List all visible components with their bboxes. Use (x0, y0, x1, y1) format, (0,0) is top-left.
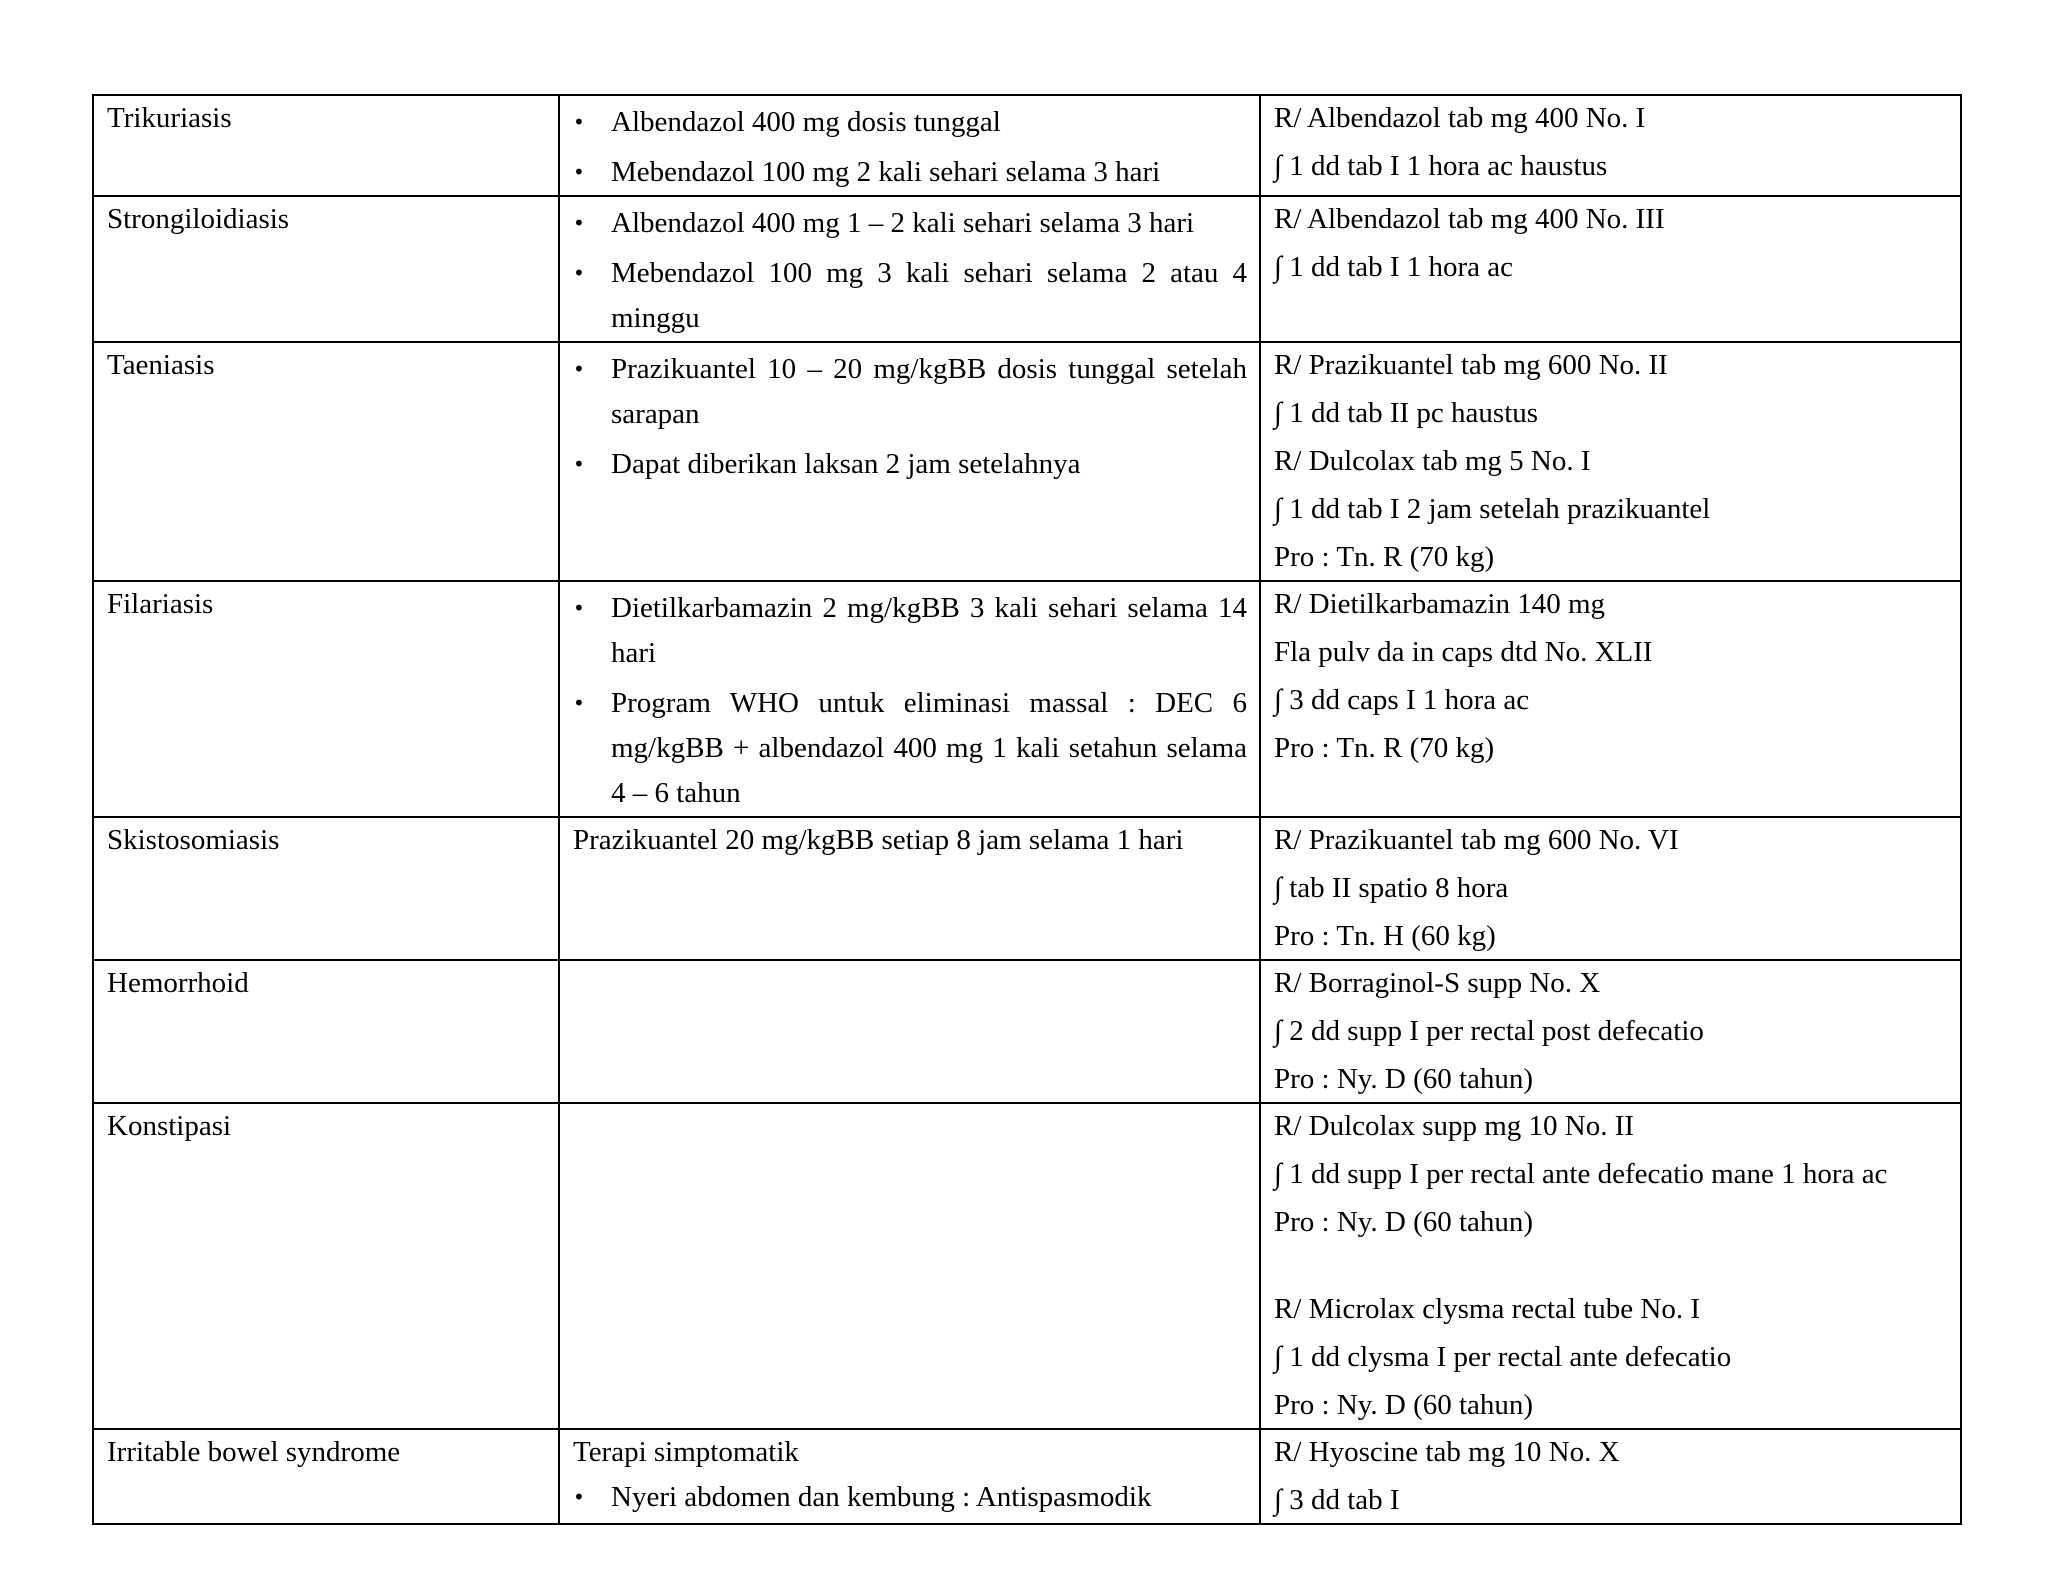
prescription-line: Pro : Ny. D (60 tahun) (1274, 1063, 1534, 1095)
therapy-item (573, 150, 1247, 195)
therapy-list (573, 586, 1247, 816)
prescription-line: Pro : Tn. R (70 kg) (1274, 732, 1495, 764)
bullet-icon: • (573, 1485, 585, 1509)
prescription-line: ∫ 1 dd tab I 1 hora ac (1274, 251, 1514, 283)
therapy-item-text: Dietilkarbamazin 2 mg/kgBB 3 kali sehari selama 14 hari (611, 592, 1247, 669)
prescription-line: R/ Borraginol-S supp No. X (1274, 967, 1601, 999)
table-row (93, 95, 1961, 196)
therapy-item (573, 586, 1247, 676)
therapy-item (573, 347, 1247, 437)
therapy-item (573, 442, 1247, 487)
disease-cell (93, 342, 559, 581)
prescription-line: ∫ 2 dd supp I per rectal post defecatio (1274, 1015, 1704, 1047)
bullet-icon: • (573, 452, 585, 476)
prescription-line: R/ Prazikuantel tab mg 600 No. II (1274, 349, 1668, 381)
therapy-item-text: Mebendazol 100 mg 2 kali sehari selama 3 hari (611, 156, 1161, 188)
bullet-icon: • (573, 110, 585, 134)
table-row (93, 1429, 1961, 1524)
disease-name: Strongiloidiasis (107, 203, 290, 235)
prescription-line: ∫ 3 dd caps I 1 hora ac (1274, 684, 1530, 716)
therapy-item (573, 251, 1247, 341)
bullet-icon: • (573, 357, 585, 381)
disease-name: Hemorrhoid (107, 967, 249, 999)
table-row (93, 1103, 1961, 1429)
therapy-item-text: Dapat diberikan laksan 2 jam setelahnya (611, 448, 1081, 480)
therapy-item (573, 681, 1247, 816)
prescription-line: R/ Dulcolax supp mg 10 No. II (1274, 1110, 1635, 1142)
disease-name: Taeniasis (107, 349, 215, 381)
disease-name: Irritable bowel syndrome (107, 1436, 401, 1468)
prescription-cell (1260, 817, 1961, 960)
prescription-cell (1260, 342, 1961, 581)
therapy-list (573, 201, 1247, 341)
prescription-cell (1260, 960, 1961, 1103)
prescription-line: ∫ 1 dd tab I 1 hora ac haustus (1274, 150, 1608, 182)
disease-cell (93, 95, 559, 196)
prescription-line: R/ Albendazol tab mg 400 No. III (1274, 203, 1665, 235)
therapy-cell (559, 196, 1260, 342)
therapy-text: Terapi simptomatik (573, 1436, 799, 1468)
prescription-cell (1260, 95, 1961, 196)
prescription-line: ∫ 1 dd clysma I per rectal ante defecatio (1274, 1341, 1732, 1373)
therapy-item-text: Prazikuantel 10 – 20 mg/kgBB dosis tunggal setelah sarapan (611, 353, 1247, 430)
table-row (93, 817, 1961, 960)
prescription-line: ∫ 1 dd tab I 2 jam setelah prazikuantel (1274, 493, 1711, 525)
disease-cell (93, 1429, 559, 1524)
prescription-line: Pro : Ny. D (60 tahun) (1274, 1206, 1534, 1238)
therapy-cell (559, 960, 1260, 1103)
disease-cell (93, 960, 559, 1103)
bullet-icon: • (573, 261, 585, 285)
disease-cell (93, 196, 559, 342)
prescription-line: R/ Prazikuantel tab mg 600 No. VI (1274, 824, 1679, 856)
therapy-item-text: Albendazol 400 mg dosis tunggal (611, 106, 1001, 138)
therapy-list (573, 100, 1247, 195)
therapy-list (573, 1475, 1247, 1520)
prescription-line: Pro : Tn. H (60 kg) (1274, 920, 1496, 952)
therapy-item (573, 100, 1247, 145)
therapy-list (573, 347, 1247, 487)
table-row (93, 960, 1961, 1103)
prescription-line: Fla pulv da in caps dtd No. XLII (1274, 636, 1653, 668)
prescription-cell (1260, 581, 1961, 817)
prescription-spacer (1274, 1245, 1948, 1287)
bullet-icon: • (573, 691, 585, 715)
disease-name: Konstipasi (107, 1110, 232, 1142)
disease-cell (93, 581, 559, 817)
therapy-item-text: Albendazol 400 mg 1 – 2 kali sehari selama 3 hari (611, 207, 1195, 239)
bullet-icon: • (573, 160, 585, 184)
disease-cell (93, 817, 559, 960)
disease-name: Skistosomiasis (107, 824, 280, 856)
prescription-cell (1260, 1429, 1961, 1524)
table-body (93, 95, 1961, 1524)
treatment-table (92, 94, 1962, 1525)
prescription-line: ∫ 3 dd tab I (1274, 1484, 1400, 1516)
prescription-line: R/ Dietilkarbamazin 140 mg (1274, 588, 1606, 620)
prescription-line: R/ Microlax clysma rectal tube No. I (1274, 1293, 1701, 1325)
prescription-line: Pro : Ny. D (60 tahun) (1274, 1389, 1534, 1421)
prescription-line: R/ Hyoscine tab mg 10 No. X (1274, 1436, 1620, 1468)
therapy-text: Prazikuantel 20 mg/kgBB setiap 8 jam selama 1 hari (573, 824, 1184, 856)
therapy-cell (559, 1103, 1260, 1429)
table-row (93, 342, 1961, 581)
prescription-cell (1260, 196, 1961, 342)
disease-cell (93, 1103, 559, 1429)
bullet-icon: • (573, 211, 585, 235)
therapy-cell (559, 1429, 1260, 1524)
prescription-line: Pro : Tn. R (70 kg) (1274, 541, 1495, 573)
therapy-cell (559, 581, 1260, 817)
bullet-icon: • (573, 596, 585, 620)
table-row (93, 196, 1961, 342)
therapy-item-text: Program WHO untuk eliminasi massal : DEC 6 mg/kgBB + albendazol 400 mg 1 kali setahun selama 4 – 6 tahun (611, 687, 1247, 809)
therapy-item (573, 1475, 1247, 1520)
prescription-line: ∫ 1 dd tab II pc haustus (1274, 397, 1539, 429)
therapy-item-text: Nyeri abdomen dan kembung : Antispasmodik (611, 1481, 1152, 1513)
therapy-item-text: Mebendazol 100 mg 3 kali sehari selama 2 atau 4 minggu (611, 257, 1247, 334)
disease-name: Filariasis (107, 588, 214, 620)
prescription-cell (1260, 1103, 1961, 1429)
prescription-line: ∫ 1 dd supp I per rectal ante defecatio mane 1 hora ac (1274, 1158, 1888, 1190)
table-row (93, 581, 1961, 817)
therapy-cell (559, 817, 1260, 960)
prescription-line: R/ Dulcolax tab mg 5 No. I (1274, 445, 1591, 477)
therapy-item (573, 201, 1247, 246)
therapy-cell (559, 342, 1260, 581)
disease-name: Trikuriasis (107, 102, 232, 134)
prescription-line: R/ Albendazol tab mg 400 No. I (1274, 102, 1646, 134)
prescription-line: ∫ tab II spatio 8 hora (1274, 872, 1509, 904)
therapy-cell (559, 95, 1260, 196)
